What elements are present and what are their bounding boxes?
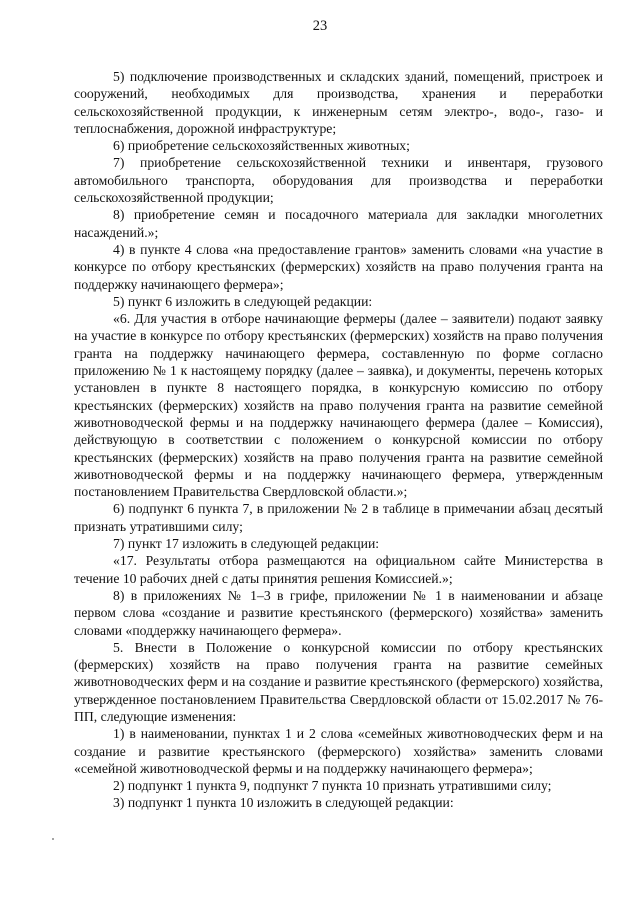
paragraph: 7) приобретение сельскохозяйственной техники и инвентаря, грузового автомобильного транспорта, оборудования для производства и переработки сельскохозяйственной продукции; bbox=[74, 155, 603, 206]
paragraph: 8) приобретение семян и посадочного материала для закладки многолетних насаждений.»; bbox=[74, 207, 603, 240]
paragraph: 1) в наименовании, пунктах 1 и 2 слова «семейных животноводческих ферм и на создание и развитие крестьянского (фермерского) хозяйства» заменить словами «семейной животноводческой фермы и на поддержку начинающего фермера»; bbox=[74, 726, 603, 776]
page-number: 23 bbox=[312, 18, 328, 34]
paragraph: 7) пункт 17 изложить в следующей редакции: bbox=[113, 536, 380, 552]
paragraph: 6) приобретение сельскохозяйственных животных; bbox=[113, 138, 410, 154]
paragraph: 4) в пункте 4 слова «на предоставление грантов» заменить словами «на участие в конкурсе по отбору крестьянских (фермерских) хозяйств на право получения гранта на поддержку начинающего фермера»; bbox=[74, 241, 603, 292]
paragraph: 2) подпункт 1 пункта 9, подпункт 7 пункта 10 признать утратившими силу; bbox=[113, 778, 552, 794]
paragraph: «17. Результаты отбора размещаются на официальном сайте Министерства в течение 10 рабочих дней с даты принятия решения Комиссией.»; bbox=[74, 553, 603, 586]
document-body bbox=[74, 68, 603, 812]
paragraph: 6) подпункт 6 пункта 7, в приложении № 2 в таблице в примечании абзац десятый признать утратившими силу; bbox=[74, 501, 603, 534]
paragraph: 3) подпункт 1 пункта 10 изложить в следующей редакции: bbox=[113, 795, 454, 811]
paragraph: 5) подключение производственных и складских зданий, помещений, пристроек и сооружений, необходимых для производства, хранения и переработки сельскохозяйственной продукции, к инженерным сетям электро-, водо-, газо- и теплоснабжения, дорожной инфраструктуре; bbox=[74, 69, 603, 136]
paragraph: 5) пункт 6 изложить в следующей редакции: bbox=[113, 293, 373, 309]
paragraph: 8) в приложениях № 1–3 в грифе, приложении № 1 в наименовании и абзаце первом слова «создание и развитие крестьянского (фермерского) хозяйства» заменить словами «поддержку начинающего фермера». bbox=[74, 587, 603, 638]
margin-dot bbox=[52, 838, 54, 840]
paragraph: «6. Для участия в отборе начинающие фермеры (далее – заявители) подают заявку на участие в конкурсе по отбору крестьянских (фермерских) хозяйств на право получения гранта на поддержку начинающего фермера, составленную по форме согласно приложению № 1 к настоящему порядку (далее – заявка), и документы, перечень которых установлен в пункте 8 настоящего порядка, в конкурсную комиссию по отбору крестьянских (фермерских) хозяйств на право получения гранта на развитие семейной животноводческой фермы и на поддержку начинающего фермера (далее – Комиссия), действующую в соответствии с положением о конкурсной комиссии по отбору крестьянских (фермерских) хозяйств на право получения гранта на развитие семейной животноводческой фермы и на поддержку начинающего фермера, утвержденным постановлением Правительства Свердловской области.»; bbox=[74, 311, 603, 500]
paragraph: 5. Внести в Положение о конкурсной комиссии по отбору крестьянских (фермерских) хозяйств на право получения гранта на развитие семейных животноводческих ферм и на создание и развитие крестьянского (фермерского) хозяйства, утвержденное постановлением Правительства Свердловской области от 15.02.2017 № 76-ПП, следующие изменения: bbox=[74, 639, 603, 724]
